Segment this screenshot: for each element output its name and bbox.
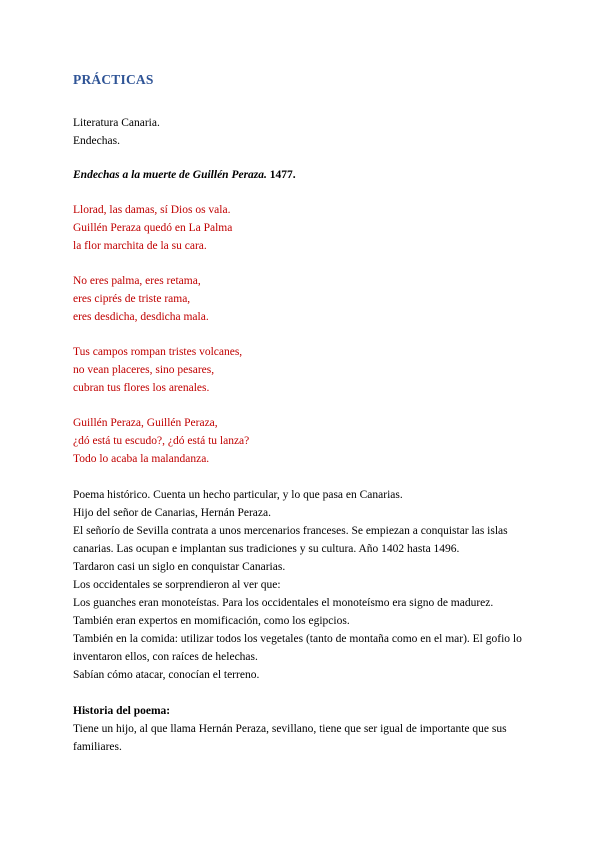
note-line: Los guanches eran monoteístas. Para los occidentales el monoteísmo era signo de madurez. <box>73 597 494 609</box>
poem-verse: ¿dó está tu escudo?, ¿dó está tu lanza? <box>73 435 250 447</box>
poem-title-text: Endechas a la muerte de Guillén Peraza. <box>73 169 267 181</box>
poem-stanza <box>73 201 543 255</box>
poem-verse: No eres palma, eres retama, <box>73 275 201 287</box>
poem-stanza <box>73 414 543 468</box>
poem-title <box>73 166 543 184</box>
history-section <box>73 702 543 756</box>
note-line: inventaron ellos, con raíces de helechas. <box>73 651 258 663</box>
poem-verse: la flor marchita de la su cara. <box>73 240 207 252</box>
poem-verse: Llorad, las damas, sí Dios os vala. <box>73 204 231 216</box>
poem-verse: eres ciprés de triste rama, <box>73 293 191 305</box>
poem-stanza <box>73 272 543 326</box>
note-line: Poema histórico. Cuenta un hecho particular, y lo que pasa en Canarias. <box>73 489 403 501</box>
note-line: El señorío de Sevilla contrata a unos mercenarios franceses. Se empiezan a conquistar las islas <box>73 525 508 537</box>
note-line: Los occidentales se sorprendieron al ver que: <box>73 579 281 591</box>
poem-verse: Todo lo acaba la malandanza. <box>73 453 210 465</box>
intro-line: Literatura Canaria. <box>73 117 160 129</box>
poem-verse: Guillén Peraza quedó en La Palma <box>73 222 233 234</box>
history-line: Tiene un hijo, al que llama Hernán Peraza, sevillano, tiene que ser igual de importante que sus <box>73 723 507 735</box>
poem-verse: Guillén Peraza, Guillén Peraza, <box>73 417 218 429</box>
poem-stanza <box>73 343 543 397</box>
note-line: Sabían cómo atacar, conocían el terreno. <box>73 669 260 681</box>
poem-verse: no vean placeres, sino pesares, <box>73 364 215 376</box>
intro-line: Endechas. <box>73 135 120 147</box>
note-line: Hijo del señor de Canarias, Hernán Peraza. <box>73 507 271 519</box>
notes-block <box>73 486 543 684</box>
history-heading: Historia del poema: <box>73 705 171 717</box>
page-title: PRÁCTICAS <box>73 72 154 87</box>
poem-verse: Tus campos rompan tristes volcanes, <box>73 346 243 358</box>
poem-verse: eres desdicha, desdicha mala. <box>73 311 209 323</box>
intro-block <box>73 114 543 150</box>
note-line: Tardaron casi un siglo en conquistar Canarias. <box>73 561 286 573</box>
history-line: familiares. <box>73 741 122 753</box>
poem-year: 1477. <box>269 169 296 181</box>
poem-verse: cubran tus flores los arenales. <box>73 382 210 394</box>
note-line: También eran expertos en momificación, como los egipcios. <box>73 615 350 627</box>
note-line: También en la comida: utilizar todos los vegetales (tanto de montaña como en el mar). El gofio lo <box>73 633 522 645</box>
document-content <box>73 72 543 756</box>
note-line: canarias. Las ocupan e implantan sus tradiciones y su cultura. Año 1402 hasta 1496. <box>73 543 460 555</box>
